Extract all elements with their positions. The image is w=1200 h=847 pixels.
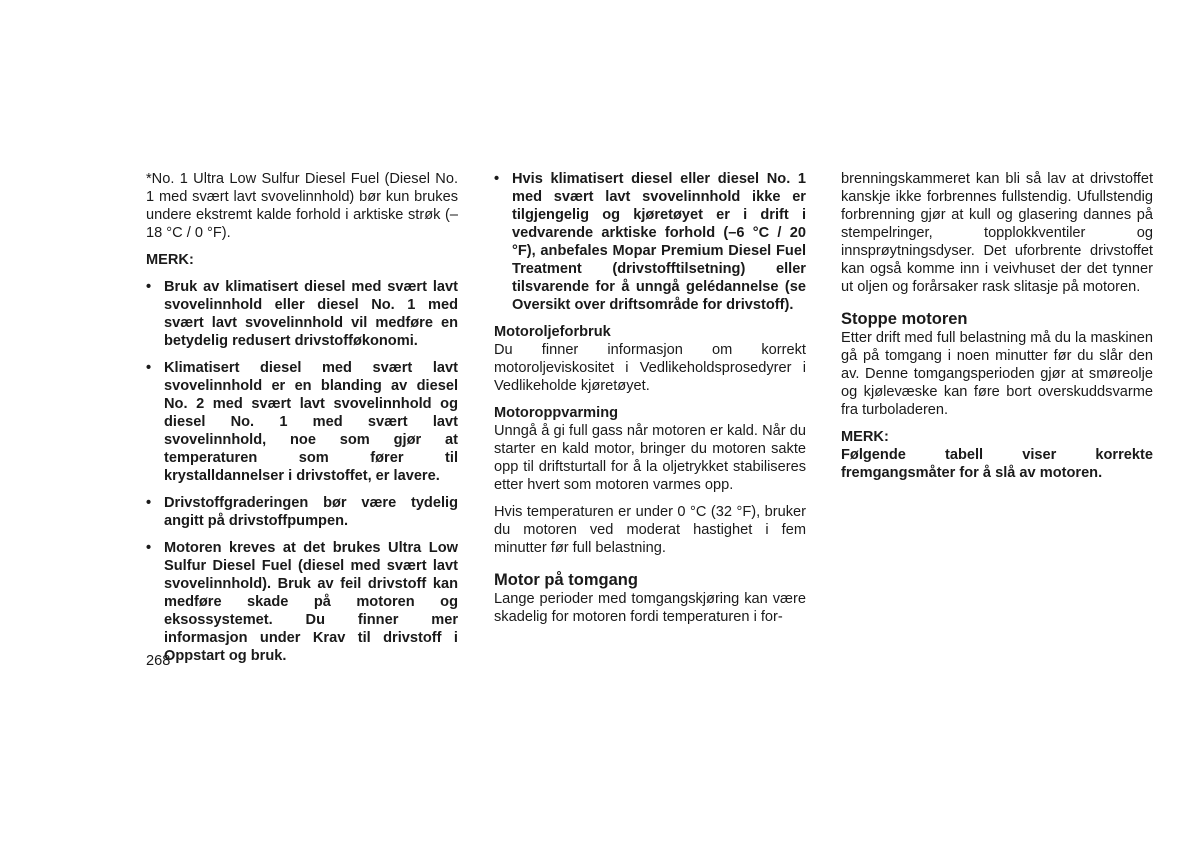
bullet-icon: • [146, 540, 152, 556]
list-item [494, 170, 806, 314]
idle-section-text: Lange perioder med tomgangskjøring kan være skadelig for motoren fordi temperaturen i for- [494, 591, 806, 625]
right-column [841, 170, 1153, 482]
list-item [146, 539, 458, 665]
temperature-text: Hvis temperaturen er under 0 °C (32 °F), bruker du motoren ved moderat hastighet i fem minutter før full belastning. [494, 504, 806, 556]
list-item [146, 278, 458, 350]
oil-consumption-heading: Motoroljeforbruk [494, 324, 611, 340]
diesel-bullet-list [494, 170, 806, 314]
note-label: MERK: [146, 252, 194, 268]
stop-engine-title: Stoppe motoren [841, 310, 968, 328]
list-item-text: Drivstoffgraderingen bør være tydelig angitt på drivstoffpumpen. [164, 495, 458, 529]
continued-paragraph: brenningskammeret kan bli så lav at drivstoffet kanskje ikke forbrennes fullstendig. Ufullstendig forbrenning gjør at kull og glasering dannes på stempelringer, topplokkventiler og innsprøytningsdyser. Det uforbrente drivstoffet kan også komme inn i veivhuset der det tynner ut oljen og forårsaker rask slitasje på motoren. [841, 171, 1153, 295]
list-item [146, 494, 458, 530]
engine-warmup-text: Unngå å gi full gass når motoren er kald. Når du starter en kald motor, bringer du motoren sakte opp til driftsturtall for å la oljetrykket stabiliseres etter hvert som motoren varmes opp. [494, 423, 806, 493]
list-item-text: Motoren kreves at det brukes Ultra Low Sulfur Diesel Fuel (diesel med svært lavt svovelinnhold). Bruk av feil drivstoff kan medføre skade på motoren og eksossystemet. Du finner mer informasjon under Krav til drivstoff i Oppstart og bruk. [164, 540, 458, 664]
note-label: MERK: [841, 429, 889, 445]
bullet-icon: • [146, 279, 152, 295]
middle-column [494, 170, 806, 626]
bullet-icon: • [146, 360, 152, 376]
left-column [146, 170, 458, 665]
bullet-icon: • [494, 171, 500, 187]
list-item [146, 359, 458, 485]
list-item-text: Hvis klimatisert diesel eller diesel No. 1 med svært lavt svovelinnhold ikke er tilgjengelig og kjøretøyet er i drift i vedvarende arktiske forhold (–6 °C / 20 °F), anbefales Mopar Premium Diesel Fuel Treatment (drivstofftilsetning) eller tilsvarende for å unngå gelédannelse (se Oversikt over driftsområde for drivstoff). [512, 171, 806, 313]
list-item-text: Klimatisert diesel med svært lavt svovelinnhold er en blanding av diesel No. 2 med svært lavt svovelinnhold og diesel No. 1 med svært lavt svovelinnhold, noe som gjør at temperaturen som fører til krystalldannelser i drivstoffet, er lavere. [164, 360, 458, 484]
intro-paragraph: *No. 1 Ultra Low Sulfur Diesel Fuel (Diesel No. 1 med svært lavt svovelinnhold) bør kun brukes undere ekstremt kalde forhold i arktiske strøk (–18 °C / 0 °F). [146, 171, 458, 241]
idle-section-title: Motor på tomgang [494, 571, 638, 589]
stop-engine-text: Etter drift med full belastning må du la maskinen gå på tomgang i noen minutter før du slår den av. Denne tomgangsperioden gjør at smøreolje og kjølevæske kan føre bort overskuddsvarme fra turboladeren. [841, 330, 1153, 418]
bullet-icon: • [146, 495, 152, 511]
engine-warmup-heading: Motoroppvarming [494, 405, 619, 421]
page-number: 268 [146, 653, 171, 669]
oil-consumption-text: Du finner informasjon om korrekt motoroljeviskositet i Vedlikeholdsprosedyrer i Vedlikeholde kjøretøyet. [494, 342, 806, 394]
note-bullet-list [146, 278, 458, 665]
list-item-text: Bruk av klimatisert diesel med svært lavt svovelinnhold eller diesel No. 1 med svært lavt svovelinnhold vil medføre en betydelig redusert drivstofføkonomi. [164, 279, 458, 349]
note-text: Følgende tabell viser korrekte fremgangsmåter for å slå av motoren. [841, 447, 1153, 481]
